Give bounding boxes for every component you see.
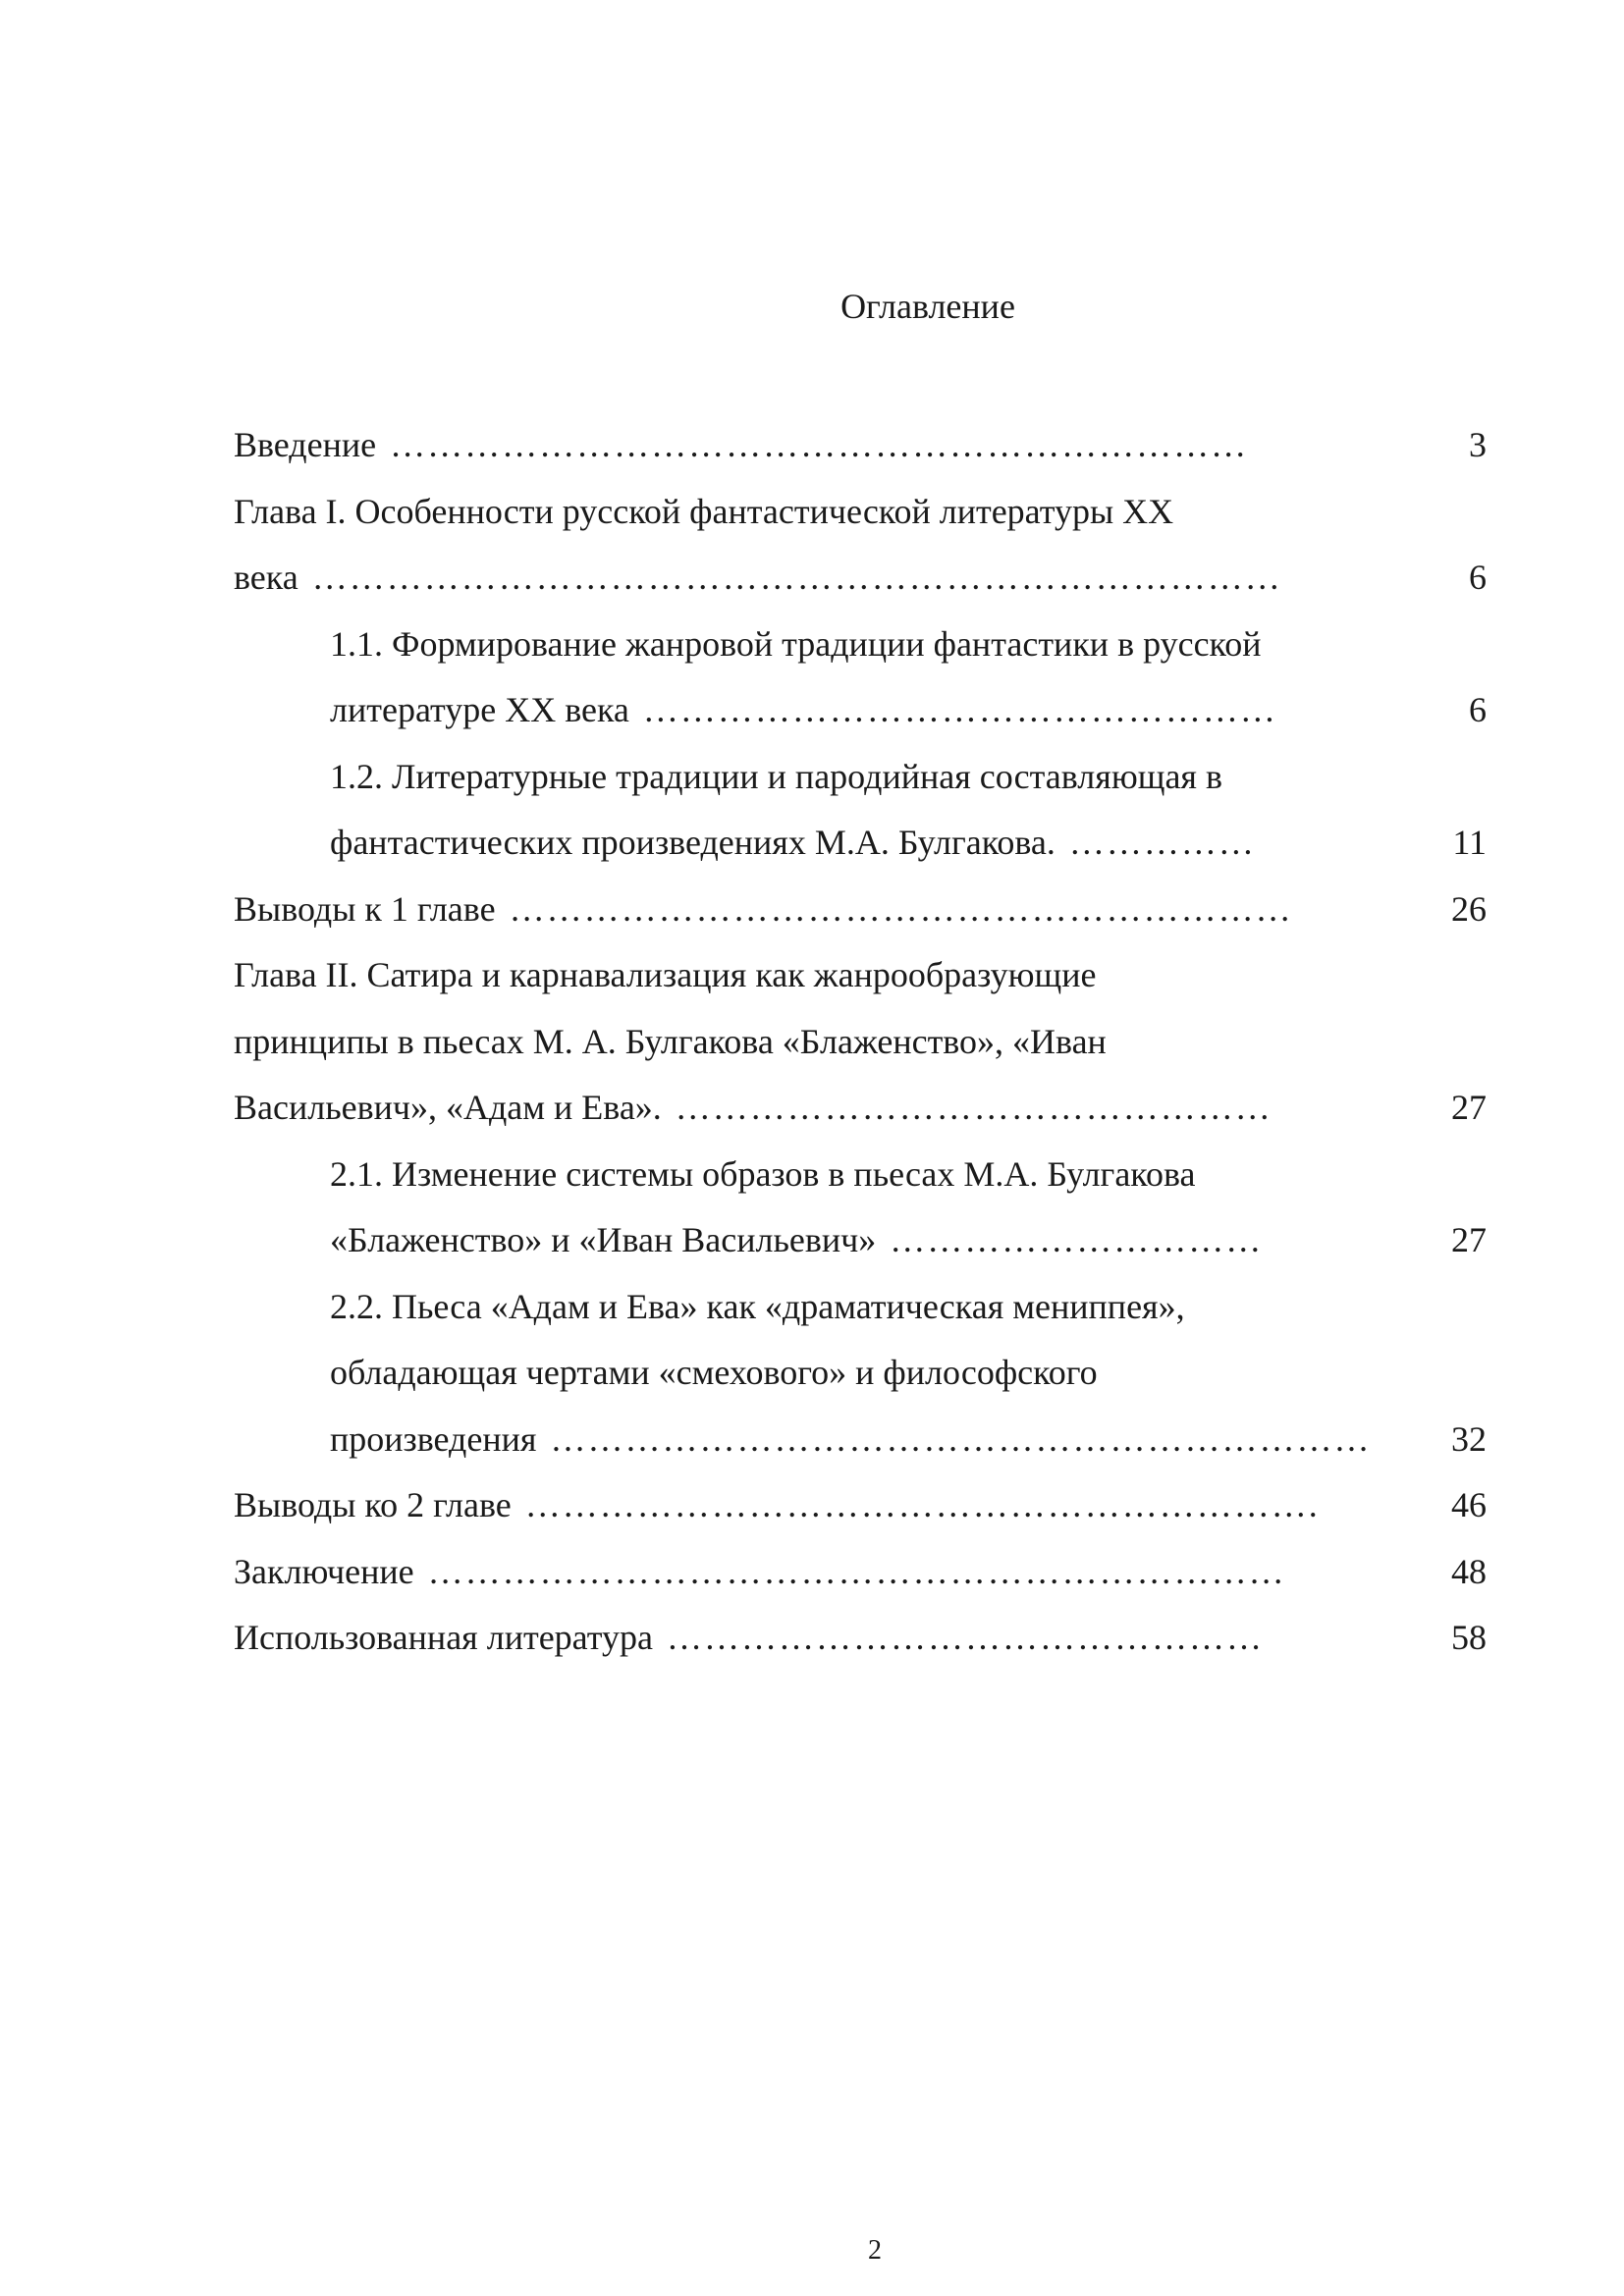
toc-entry-text: фантастических произведениях М.А. Булгакова. — [330, 823, 1056, 862]
toc-leader-dots: ………………………………………………………… — [550, 1418, 1372, 1459]
toc-entry-text: обладающая чертами «смехового» и философского — [330, 1353, 1098, 1392]
toc-leader-dots: ………………………………………………………. — [524, 1485, 1320, 1524]
toc-entry-text: «Блаженство» и «Иван Васильевич» — [330, 1220, 877, 1259]
toc-leader-dots: ………………………… — [890, 1220, 1264, 1259]
toc-entry-section-1-1-cont[interactable] — [234, 677, 1487, 744]
toc-page-number: 48 — [1451, 1551, 1487, 1591]
toc-page-number: 46 — [1451, 1485, 1487, 1524]
table-of-contents — [234, 412, 1487, 1672]
toc-entry-text: века — [234, 558, 298, 597]
toc-page-number: 26 — [1451, 888, 1487, 929]
toc-leader-dots: …………………………………………………………… — [390, 425, 1249, 464]
toc-entry-conclusions-2[interactable] — [234, 1472, 1487, 1539]
toc-entry-conclusions-1[interactable] — [234, 877, 1487, 943]
toc-entry-introduction[interactable] — [234, 412, 1487, 479]
toc-entry-section-2-1[interactable] — [234, 1142, 1487, 1208]
toc-entry-chapter-1-cont[interactable] — [234, 545, 1487, 612]
toc-page-number: 6 — [1469, 558, 1487, 597]
toc-page-number: 6 — [1469, 690, 1487, 729]
toc-entry-text: Выводы ко 2 главе — [234, 1485, 512, 1524]
toc-entry-text: 1.2. Литературные традиции и пародийная составляющая в — [330, 756, 1222, 796]
toc-entry-text: 1.1. Формирование жанровой традиции фантастики в русской — [330, 623, 1262, 664]
toc-entry-text: Глава I. Особенности русской фантастической литературы ХХ — [234, 491, 1174, 531]
toc-entry-text: Васильевич», «Адам и Ева». — [234, 1088, 662, 1127]
toc-entry-text: 2.1. Изменение системы образов в пьесах М.А. Булгакова — [330, 1153, 1196, 1194]
toc-entry-chapter-1[interactable] — [234, 479, 1487, 546]
toc-entry-text: Введение — [234, 425, 377, 464]
toc-entry-text: Заключение — [234, 1551, 414, 1591]
toc-entry-text: Глава II. Сатира и карнавализация как жанрообразующие — [234, 955, 1097, 994]
toc-leader-dots: ……………………………………………………… — [509, 888, 1293, 929]
toc-leader-dots: …………………………………………………………………… — [311, 558, 1282, 597]
toc-page-number: 3 — [1469, 425, 1487, 464]
toc-leader-dots: …………………………………………… — [642, 690, 1277, 729]
toc-entry-text: произведения — [330, 1418, 537, 1459]
toc-entry-chapter-2-cont-2[interactable] — [234, 1075, 1487, 1142]
toc-leader-dots: …………………………………………………………… — [427, 1551, 1286, 1591]
toc-leader-dots: ………………………………………… — [666, 1618, 1264, 1657]
toc-page-number: 11 — [1452, 823, 1487, 862]
toc-page-number: 58 — [1451, 1618, 1487, 1657]
toc-entry-section-2-2-cont[interactable] — [234, 1340, 1487, 1407]
toc-entry-section-1-2[interactable] — [234, 744, 1487, 811]
toc-entry-section-2-2[interactable] — [234, 1274, 1487, 1341]
toc-entry-conclusion[interactable] — [234, 1539, 1487, 1606]
toc-entry-section-2-2-cont-2[interactable] — [234, 1407, 1487, 1473]
toc-entry-section-1-1[interactable] — [234, 612, 1487, 678]
page-number: 2 — [868, 2235, 882, 2266]
toc-entry-bibliography[interactable] — [234, 1605, 1487, 1672]
page-title: Оглавление — [840, 287, 1015, 326]
toc-page-number: 32 — [1451, 1418, 1487, 1459]
toc-entry-text: принципы в пьесах М. А. Булгакова «Блаженство», «Иван — [234, 1021, 1107, 1061]
toc-entry-text: литературе ХХ века — [330, 690, 629, 729]
toc-entry-chapter-2-cont[interactable] — [234, 1009, 1487, 1076]
toc-leader-dots: ………………………………………… — [675, 1088, 1272, 1127]
toc-entry-section-2-1-cont[interactable] — [234, 1207, 1487, 1274]
toc-page-number: 27 — [1451, 1220, 1487, 1259]
toc-entry-section-1-2-cont[interactable] — [234, 810, 1487, 877]
toc-page-number: 27 — [1451, 1088, 1487, 1127]
toc-entry-text: Использованная литература — [234, 1618, 653, 1657]
toc-entry-text: 2.2. Пьеса «Адам и Ева» как «драматическая мениппея», — [330, 1286, 1185, 1326]
toc-entry-text: Выводы к 1 главе — [234, 888, 496, 929]
toc-entry-chapter-2[interactable] — [234, 942, 1487, 1009]
toc-leader-dots: …………… — [1068, 823, 1256, 862]
